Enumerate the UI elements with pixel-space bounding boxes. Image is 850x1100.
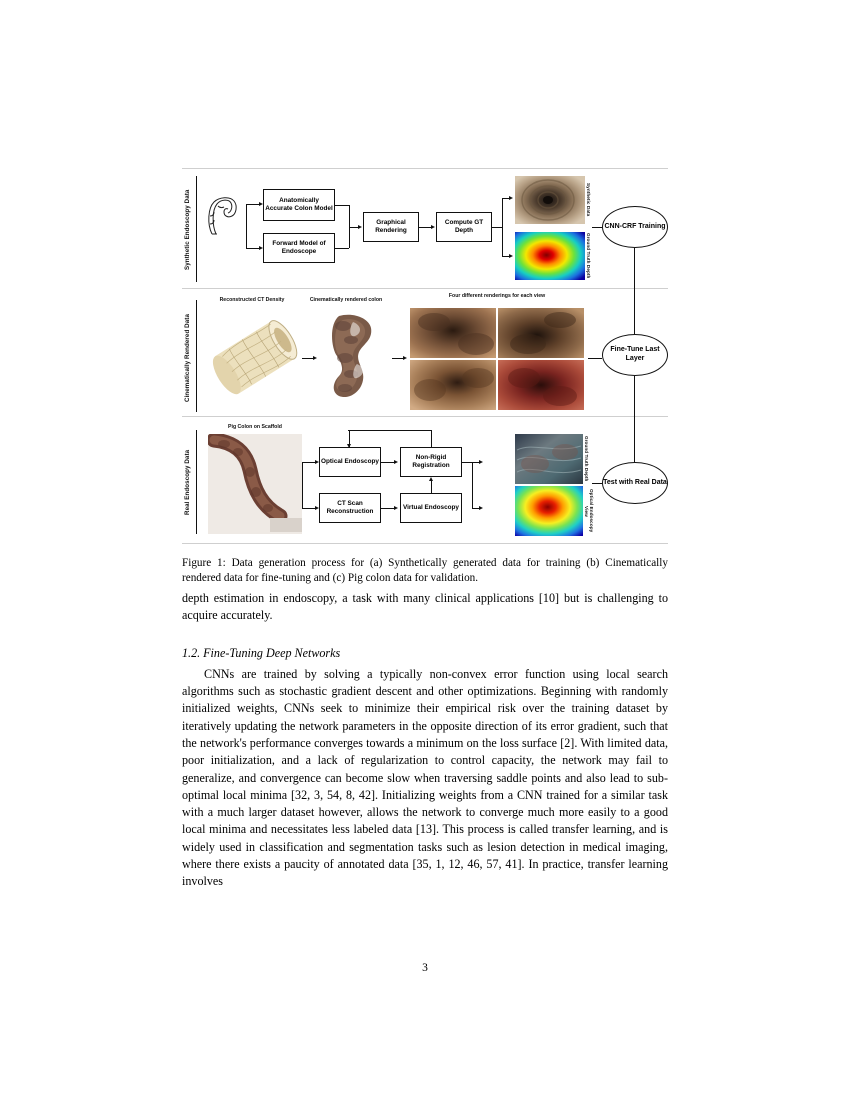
pipeline-line-2 bbox=[634, 376, 635, 462]
box-forward-model-of-endoscope: Forward Model of Endoscope bbox=[263, 233, 335, 263]
paragraph-main: CNNs are trained by solving a typically non-convex error function using local search algorithms such as stochastic gradient descent and other optimizations. Beginning with randomly initialized weights, CNNs seek to minimize their empirical risk over the training dataset by iteratively updating the network parameters in the opposite direction of its error gradient, such that the network's performance converges towards a minimum on the loss surface [2]. With limited data, poor initialization, and a lack of regularization to control capacity, the network may fail to generalize, and convergence can become slow when traversing saddle points and also lead to sub-optimal local minima [32, 3, 54, 8, 42]. Initializing weights from a CNN trained for a similar task with a much larger dataset however, allows the network to converge much more easily to a good local minima and necessitates less labeled data [13]. This process is called transfer learning, and is widely used in classification and segmentation tasks such as lesion detection in medical imaging, where there exists a paucity of annotated data [35, 1, 12, 46, 57, 41]. In practice, transfer learning involves bbox=[182, 666, 668, 889]
figure-canvas bbox=[182, 168, 668, 548]
line-row3-images-split bbox=[472, 462, 473, 508]
figure-1 bbox=[182, 168, 668, 584]
arrowhead-synthetic-image bbox=[509, 196, 513, 200]
row-label-synthetic: Synthetic Endoscopy Data bbox=[184, 189, 191, 271]
line-row3-top-h bbox=[348, 430, 432, 431]
connector-row2-pipeline bbox=[588, 358, 602, 359]
image-rendering-3 bbox=[410, 360, 496, 410]
page-content bbox=[182, 60, 668, 891]
image-cinematic-colon bbox=[319, 310, 391, 406]
image-rendering-1 bbox=[410, 308, 496, 358]
merge-line-2 bbox=[335, 248, 349, 249]
box-anatomically-accurate-colon-model: Anatomically Accurate Colon Model bbox=[263, 189, 335, 221]
colon-model-sketch bbox=[204, 194, 244, 236]
row-label-real: Real Endoscopy Data bbox=[184, 449, 191, 515]
paragraph-top: depth estimation in endoscopy, a task with many clinical applications [10] but is challenging to acquire accurately. bbox=[182, 591, 668, 623]
image-synthetic-data bbox=[515, 176, 585, 224]
line-pig-to-ct bbox=[302, 508, 316, 509]
page-number: 3 bbox=[422, 962, 428, 974]
figure-caption bbox=[182, 556, 668, 586]
figure-divider-1 bbox=[182, 288, 668, 289]
box-graphical-rendering: Graphical Rendering bbox=[363, 212, 419, 242]
row-rule-3 bbox=[196, 430, 197, 534]
pipeline-line-1 bbox=[634, 248, 635, 334]
image-ground-truth-depth bbox=[515, 232, 585, 280]
box-virtual-endoscopy: Virtual Endoscopy bbox=[400, 493, 462, 523]
node-cnn-crf-training: CNN-CRF Training bbox=[602, 206, 668, 248]
sidecap-real-ground-truth-depth: Ground Truth Depth bbox=[584, 436, 589, 482]
sidecap-ground-truth-depth: Ground Truth Depth bbox=[586, 233, 591, 279]
figure-caption-text: Data generation process for (a) Synthetically generated data for training (b) Cinematically rendered data for fine-tuning and (c) Pig colon data for validation. bbox=[182, 557, 668, 584]
image-rendering-2 bbox=[498, 308, 584, 358]
box-compute-gt-depth: Compute GT Depth bbox=[436, 212, 492, 242]
connector-row1-pipeline bbox=[592, 227, 602, 228]
image-reconstructed-ct-density bbox=[208, 314, 300, 402]
label-cinematically-rendered-colon: Cinematically rendered colon bbox=[309, 297, 383, 303]
arrowhead-depth-image bbox=[509, 254, 513, 258]
arrowhead-row3-img-bottom bbox=[479, 506, 483, 510]
row-rule-1 bbox=[196, 176, 197, 282]
arrowhead-row3-top bbox=[347, 444, 351, 448]
arrowhead-to-graphical-rendering bbox=[358, 225, 362, 229]
arrowhead-to-compute-gt bbox=[431, 225, 435, 229]
arrowhead-optical-to-nonrigid bbox=[394, 460, 398, 464]
image-rendering-4 bbox=[498, 360, 584, 410]
label-pig-colon-on-scaffold: Pig Colon on Scaffold bbox=[228, 424, 282, 430]
label-four-different-renderings: Four different renderings for each view bbox=[448, 293, 546, 299]
label-reconstructed-ct-density: Reconstructed CT Density bbox=[219, 297, 285, 303]
line-virtual-to-nonrigid bbox=[431, 480, 432, 493]
sidecap-optical-endoscopy-view: Optical Endoscopy View bbox=[584, 489, 594, 533]
line-nonrigid-out bbox=[462, 462, 472, 463]
line-row3-top bbox=[431, 430, 432, 447]
body-text bbox=[182, 590, 668, 891]
row-label-cinematic: Cinematically Rendered Data bbox=[184, 314, 191, 402]
arrow-line-sketch-to-endoscope bbox=[246, 248, 260, 249]
arrowhead-virtual-to-nonrigid bbox=[429, 477, 433, 481]
arrowhead-ct-to-virtual bbox=[394, 506, 398, 510]
connector-row3-pipeline bbox=[592, 483, 602, 484]
figure-divider-2 bbox=[182, 416, 668, 417]
sidecap-synthetic-data: Synthetic Data bbox=[586, 183, 591, 217]
box-optical-endoscopy: Optical Endoscopy bbox=[319, 447, 381, 477]
line-ct-to-virtual bbox=[381, 508, 395, 509]
line-gt-out bbox=[492, 227, 502, 228]
arrowhead-cinematic-to-renderings bbox=[403, 356, 407, 360]
figure-caption-label: Figure 1: bbox=[182, 557, 226, 569]
image-real-ground-truth-depth bbox=[515, 434, 583, 484]
node-test-with-real-data: Test with Real Data bbox=[602, 462, 668, 504]
line-gt-split bbox=[502, 198, 503, 256]
box-non-rigid-registration: Non-Rigid Registration bbox=[400, 447, 462, 477]
box-ct-scan-reconstruction: CT Scan Reconstruction bbox=[319, 493, 381, 523]
node-fine-tune-last-layer: Fine-Tune Last Layer bbox=[602, 334, 668, 376]
arrowhead-row3-img-top bbox=[479, 460, 483, 464]
section-heading-fine-tuning: 1.2. Fine-Tuning Deep Networks bbox=[182, 645, 341, 660]
arrowhead-ct-to-cinematic bbox=[313, 356, 317, 360]
line-pig-split bbox=[302, 462, 303, 509]
arrow-line-sketch-to-model bbox=[246, 204, 260, 205]
image-optical-endoscopy-view bbox=[515, 486, 583, 536]
merge-line-1 bbox=[335, 205, 349, 206]
figure-divider-bottom bbox=[182, 543, 668, 544]
figure-divider-top bbox=[182, 168, 668, 169]
row-rule-2 bbox=[196, 300, 197, 412]
line-optical-to-nonrigid bbox=[381, 462, 395, 463]
image-pig-colon-scaffold bbox=[208, 434, 302, 534]
arrow-line-split bbox=[246, 204, 247, 249]
line-pig-to-optical bbox=[302, 462, 316, 463]
